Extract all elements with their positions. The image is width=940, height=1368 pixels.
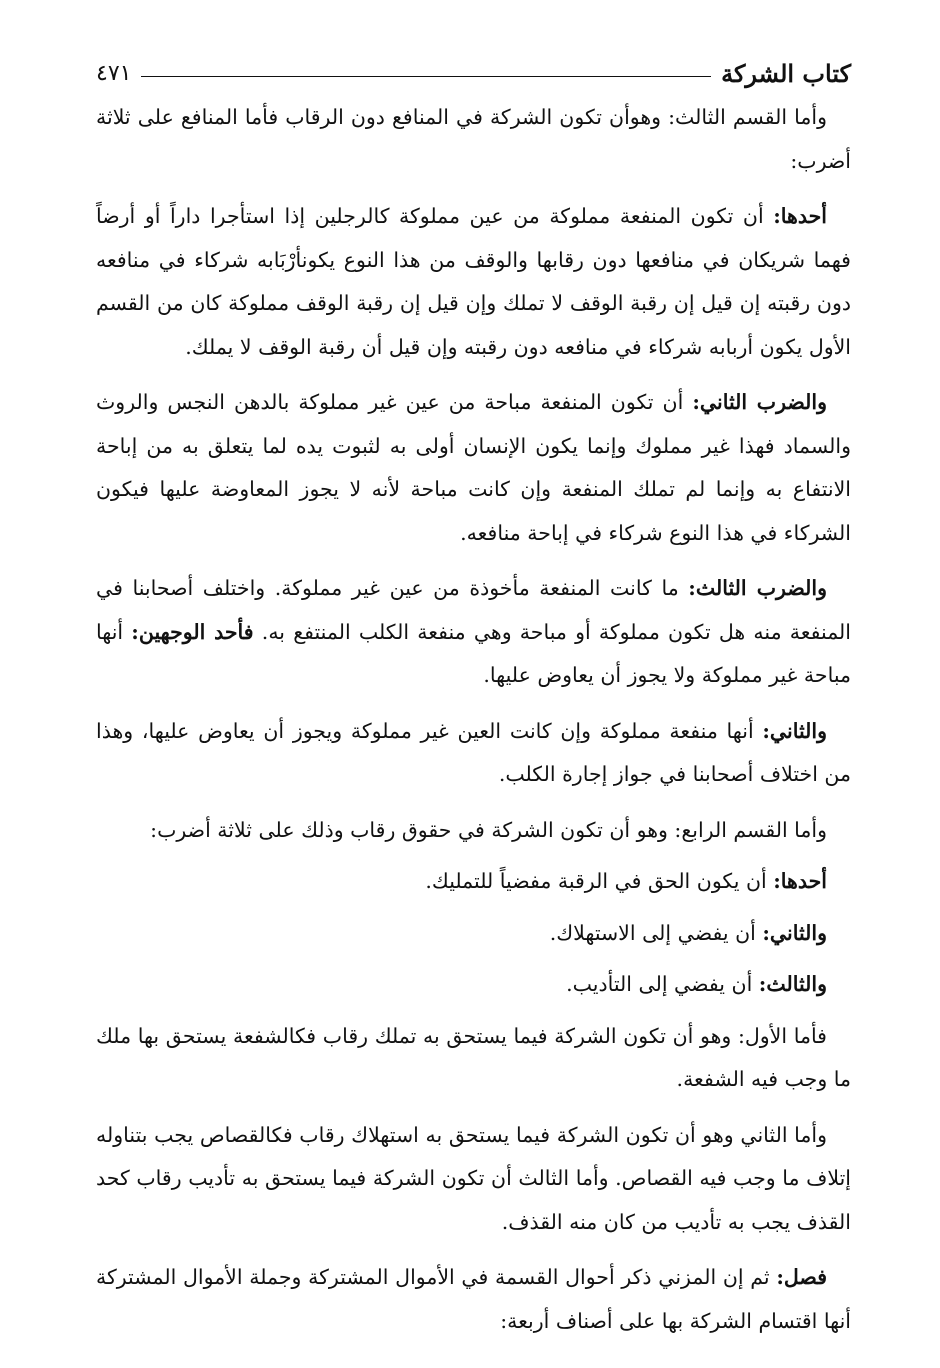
book-page [96, 52, 851, 1355]
paragraph-type-one [96, 195, 851, 369]
paragraph-second-view [96, 710, 851, 797]
paragraph-text: أن تكون المنفعة مباحة من عين غير مملوكة بالدهن النجس والروث والسماد فهذا غير مملوك وإنما يكون الإنسان أولى به لثبوت يده لما يتعلق به من إباحة الانتفاع به وإنما لم تملك المنفعة وإن كانت مباحة لأنه لا يجوز المعاوضة عليها فيكون الشركاء في هذا النوع شركاء في إباحة منافعه. [96, 390, 851, 545]
paragraph-right-three [96, 963, 851, 1007]
paragraph-lead: والضرب الثالث: [688, 576, 827, 600]
paragraph-lead: والثاني: [762, 920, 827, 945]
book-title: كتاب الشركة [721, 58, 851, 88]
paragraph-lead: والضرب الثاني: [692, 390, 827, 414]
paragraph-text: وأما الثاني وهو أن تكون الشركة فيما يستحق به استهلاك رقاب فكالقصاص يجب بتناوله إتلاف ما وجب فيه القصاص. وأما الثالث أن تكون الشركة فيما يستحق به تأديب رقاب كحد القذف يجب به تأديب من كان منه القذف. [96, 1122, 851, 1234]
paragraph-section-three [96, 96, 851, 183]
paragraph-text: ما كانت المنفعة مأخوذة من عين غير مملوكة. واختلف أصحابنا في المنفعة منه هل تكون مملوكة أو مباحة وهي منفعة الكلب المنتفع به. [96, 576, 851, 644]
paragraph-lead: فصل: [776, 1265, 827, 1289]
paragraph-second-third-explained [96, 1114, 851, 1245]
paragraph-type-three [96, 567, 851, 698]
page-number: ٤٧١ [96, 60, 132, 86]
paragraph-lead: والثاني: [762, 718, 827, 743]
paragraph-lead: والثالث: [758, 972, 827, 996]
paragraph-chapter-section [96, 1256, 851, 1343]
paragraph-lead-secondary: فأحد الوجهين: [131, 619, 254, 644]
paragraph-right-two [96, 912, 851, 956]
paragraph-section-four [96, 809, 851, 853]
paragraph-lead: أحدها: [773, 204, 827, 228]
paragraph-text: أن تكون المنفعة مملوكة من عين مملوكة كالرجلين إذا استأجرا داراً أو أرضاً فهما شريكان في منافعها دون رقابها والوقف من هذا النوع يكونأرْبَابه شركاء في منافعه دون رقبته إن قيل إن رقبة الوقف لا تملك وإن قيل إن رقبة الوقف مملوكة كان من القسم الأول يكون أربابه شركاء في منافعه دون رقبته وإن قيل أن رقبة الوقف لا يملك. [96, 204, 851, 359]
paragraph-text: أنها منفعة مملوكة وإن كانت العين غير مملوكة ويجوز أن يعاوض عليها، وهذا من اختلاف أصحابنا في جواز إجارة الكلب. [96, 718, 851, 786]
paragraph-lead: أحدها: [773, 869, 827, 893]
paragraph-text: فأما الأول: وهو أن تكون الشركة فيما يستحق به تملك رقاب فكالشفعة يستحق بها ملك ما وجب فيه الشفعة. [96, 1023, 851, 1091]
paragraph-type-two [96, 381, 851, 555]
paragraph-right-one [96, 860, 851, 904]
paragraph-text-secondary: أنها مباحة غير مملوكة ولا يجوز أن يعاوض عليها. [96, 619, 851, 687]
header-rule [141, 76, 711, 77]
paragraph-text: أن يفضي إلى التأديب. [566, 972, 759, 996]
paragraph-text: وأما القسم الرابع: وهو أن تكون الشركة في حقوق رقاب وذلك على ثلاثة أضرب: [150, 817, 827, 842]
paragraph-text: ثم إن المزني ذكر أحوال القسمة في الأموال المشتركة وجملة الأموال المشتركة أنها اقتسام الشركة بها على أصناف أربعة: [96, 1265, 851, 1333]
paragraph-text: وأما القسم الثالث: وهوأن تكون الشركة في المنافع دون الرقاب فأما المنافع على ثلاثة أضرب: [96, 105, 851, 173]
running-header [96, 52, 851, 94]
paragraph-text: أن يفضي إلى الاستهلاك. [549, 920, 763, 945]
paragraph-first-explained [96, 1015, 851, 1102]
paragraph-text: أن يكون الحق في الرقبة مفضياً للتمليك. [425, 869, 774, 893]
